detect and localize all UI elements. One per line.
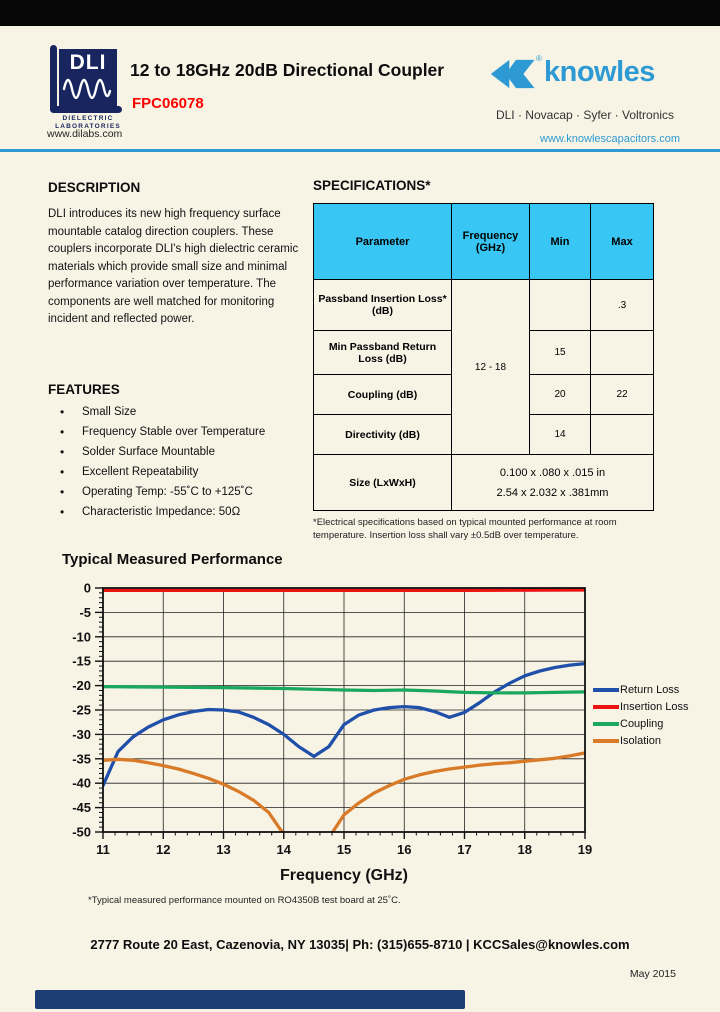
size-inches: 0.100 x .080 x .015 in: [499, 466, 606, 479]
dilabs-url: www.dilabs.com: [47, 128, 123, 140]
col-header-frequency: Frequency (GHz): [452, 204, 530, 280]
size-mm: 2.54 x 2.032 x .381mm: [496, 486, 609, 499]
col-header-max: Max: [591, 204, 654, 280]
feature-item: • Frequency Stable over Temperature: [58, 426, 308, 438]
y-tick-label: -45: [72, 800, 91, 816]
y-tick-label: -25: [72, 702, 91, 718]
cell-min: 15: [530, 331, 591, 375]
knowles-url: www.knowlescapacitors.com: [540, 133, 680, 145]
features-heading: FEATURES: [48, 382, 120, 397]
legend-item-return-loss: [593, 684, 688, 696]
chart-footnote: *Typical measured performance mounted on RO4350B test board at 25˚C.: [88, 895, 401, 906]
dli-logo-text: DLI: [69, 51, 107, 74]
cell-parameter: Size (LxWxH): [314, 455, 452, 511]
legend-label: Return Loss: [620, 684, 680, 696]
chart-legend: [593, 684, 688, 752]
footer-date: May 2015: [629, 968, 676, 980]
dli-logo: [46, 44, 130, 132]
x-tick-label: 19: [577, 842, 593, 857]
table-row: [314, 280, 654, 331]
dli-logo-box: [59, 49, 117, 106]
knowles-chevron-icon: [490, 54, 536, 94]
feature-item: • Operating Temp: -55˚C to +125˚C: [58, 486, 308, 498]
dli-logo-sub1: DIELECTRIC: [62, 115, 114, 122]
cell-max: 22: [591, 375, 654, 415]
description-body: DLI introduces its new high frequency surface mountable catalog direction couplers. These couplers incorporate DLI's high dielectric ceramic materials which provide small size and minimal performance variation over temperature. The components are well matched for monitoring incident and reflected power.: [48, 208, 299, 325]
legend-item-isolation: [593, 735, 688, 747]
y-tick-label: -20: [72, 678, 91, 694]
footer-contact: 2777 Route 20 East, Cazenovia, NY 13035| Ph: (315)655-8710 | KCCSales@knowles.com: [90, 937, 630, 952]
cell-parameter: Coupling (dB): [314, 375, 452, 415]
y-tick-label: -10: [72, 629, 91, 645]
y-tick-label: -30: [72, 726, 91, 742]
sine-wave-icon: [62, 75, 114, 99]
y-tick-label: 0: [83, 580, 91, 596]
page-title: 12 to 18GHz 20dB Directional Coupler: [130, 60, 445, 80]
y-tick-label: -5: [79, 604, 91, 620]
legend-item-insertion-loss: [593, 701, 688, 713]
legend-label: Insertion Loss: [620, 701, 689, 713]
features-list: [58, 406, 308, 526]
feature-item: • Solder Surface Mountable: [58, 446, 308, 458]
top-black-bar: [0, 0, 720, 26]
legend-item-coupling: [593, 718, 688, 730]
table-header-row: [314, 204, 654, 280]
knowles-logo: [490, 54, 690, 100]
knowles-tagline: DLI · Novacap · Syfer · Voltronics: [495, 108, 675, 122]
feature-item: • Small Size: [58, 406, 308, 418]
cell-max: .3: [591, 280, 654, 331]
dli-logo-horizontal-bar: [50, 106, 122, 113]
spec-footnote: *Electrical specifications based on typical mounted performance at room temperature. Insertion loss shall vary ±0.5dB over temperature.: [313, 517, 617, 541]
y-tick-label: -35: [72, 751, 91, 767]
legend-swatch: [593, 688, 619, 693]
bottom-navy-bar: [35, 990, 465, 1009]
feature-item: • Characteristic Impedance: 50Ω: [58, 506, 308, 518]
cell-frequency-range: 12 - 18: [452, 280, 530, 455]
cell-min: 14: [530, 415, 591, 455]
registered-mark: ®: [536, 54, 542, 63]
y-tick-label: -50: [72, 824, 91, 840]
table-row: [314, 455, 654, 511]
col-header-min: Min: [530, 204, 591, 280]
feature-item: • Excellent Repeatability: [58, 466, 308, 478]
cell-parameter: Min Passband Return Loss (dB): [314, 331, 452, 375]
specifications-table: [313, 203, 654, 511]
chart-title: Typical Measured Performance: [62, 551, 283, 568]
knowles-wordmark: knowles: [544, 56, 655, 88]
cell-max: [591, 331, 654, 375]
dli-logo-vertical-bar: [50, 45, 57, 112]
legend-label: Coupling: [620, 718, 664, 730]
x-tick-label: 12: [156, 842, 171, 857]
x-tick-label: 15: [336, 842, 352, 857]
cell-max: [591, 415, 654, 455]
col-header-parameter: Parameter: [314, 204, 452, 280]
cell-min: 20: [530, 375, 591, 415]
x-axis-title: Frequency (GHz): [279, 867, 409, 884]
legend-swatch: [593, 722, 619, 727]
x-tick-label: 16: [397, 842, 412, 857]
description-heading: DESCRIPTION: [48, 180, 141, 195]
x-tick-label: 14: [276, 842, 291, 857]
x-tick-label: 13: [216, 842, 231, 857]
legend-swatch: [593, 705, 619, 710]
cell-size-values: [452, 455, 654, 511]
x-tick-label: 18: [517, 842, 532, 857]
header-rule: [0, 149, 720, 152]
x-tick-label: 17: [457, 842, 472, 857]
legend-swatch: [593, 739, 619, 744]
legend-label: Isolation: [620, 735, 661, 747]
y-tick-label: -15: [72, 653, 91, 669]
y-tick-label: -40: [72, 775, 91, 791]
dli-logo-sub2: LABORATORIES: [55, 123, 121, 130]
cell-parameter: Passband Insertion Loss* (dB): [314, 280, 452, 331]
specifications-heading: SPECIFICATIONS*: [313, 178, 431, 193]
x-tick-label: 11: [96, 842, 110, 857]
cell-parameter: Directivity (dB): [314, 415, 452, 455]
part-number: FPC06078: [132, 95, 204, 112]
cell-min: [530, 280, 591, 331]
